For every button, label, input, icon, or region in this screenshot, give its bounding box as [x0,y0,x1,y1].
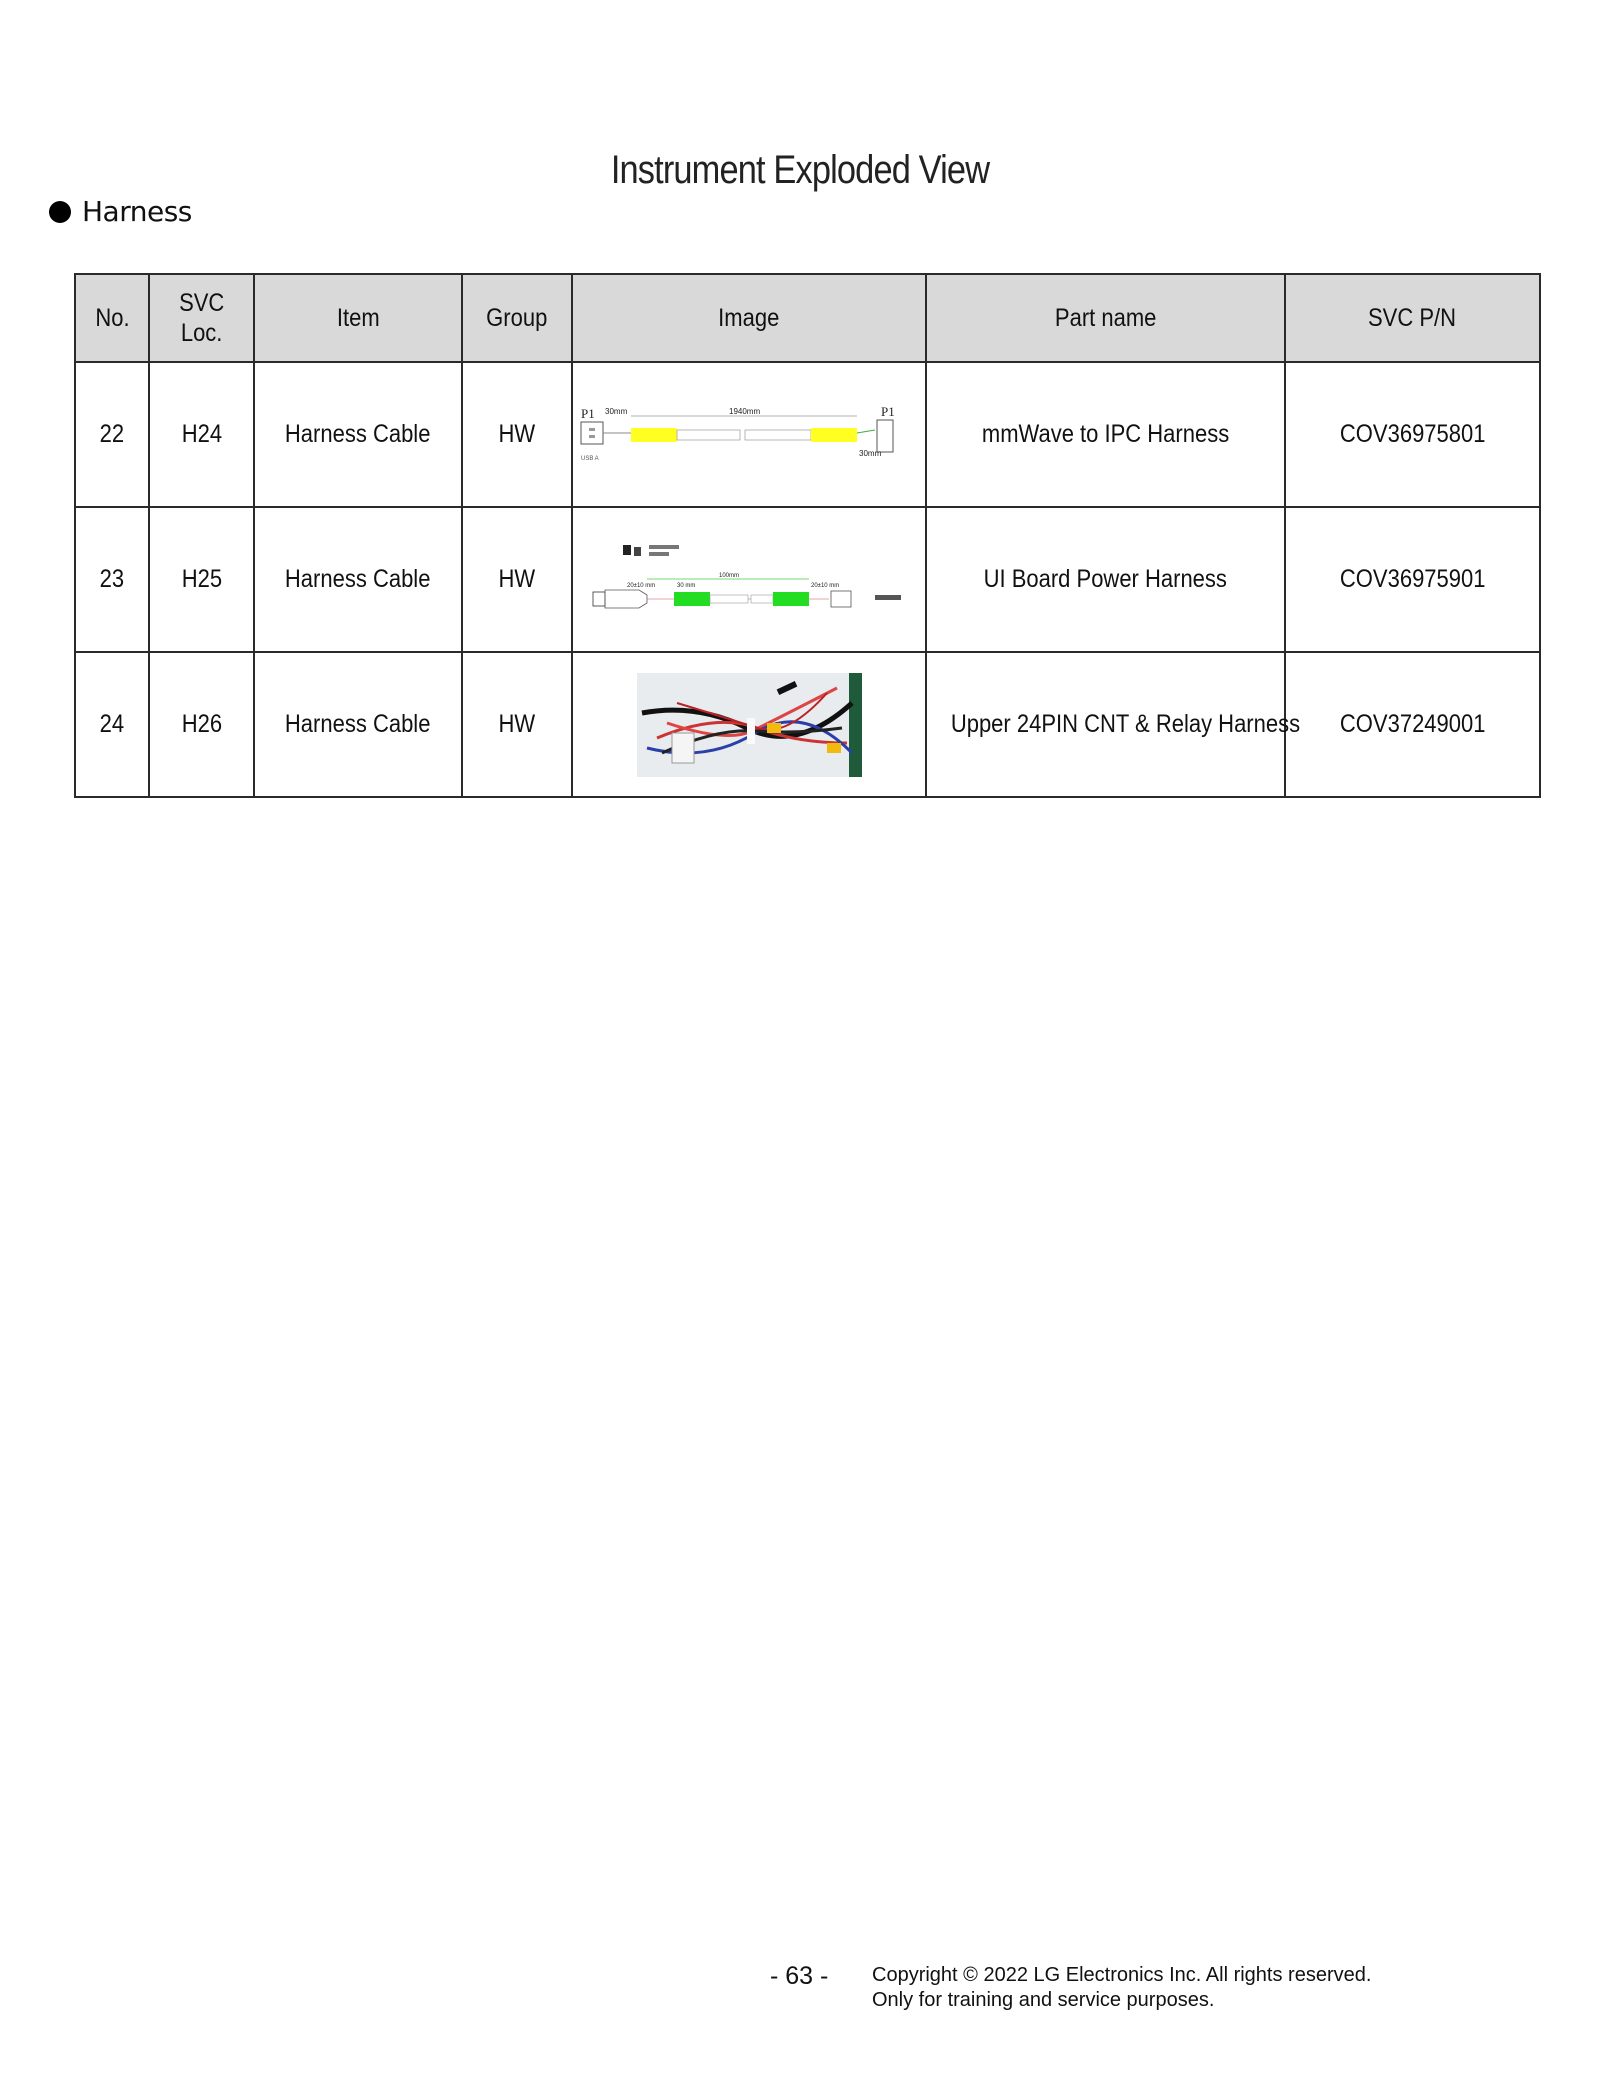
cell-part-name: Upper 24PIN CNT & Relay Harness [926,652,1285,797]
bullet-icon [49,201,71,223]
harness-diagram-image [579,535,919,625]
cell-no: 23 [75,507,149,652]
cell-image [572,362,926,507]
header-svc-loc: SVC Loc. [149,274,254,362]
header-part-name: Part name [926,274,1285,362]
cell-no: 22 [75,362,149,507]
cell-image [572,652,926,797]
svg-text:30 mm: 30 mm [677,582,696,589]
svg-text:1940mm: 1940mm [729,406,761,416]
cell-part-name: mmWave to IPC Harness [926,362,1285,507]
header-item: Item [254,274,462,362]
svg-text:P1: P1 [881,403,895,419]
page-number: - 63 - [770,1962,829,1990]
cell-group: HW [462,652,572,797]
table-row [75,507,1540,652]
header-group: Group [462,274,572,362]
cell-svc-loc: H25 [149,507,254,652]
copyright-notice [872,1963,1371,2013]
cell-svc-loc: H24 [149,362,254,507]
header-svc-pn: SVC P/N [1285,274,1540,362]
svg-text:100mm: 100mm [719,572,740,579]
cell-svc-pn: COV37249001 [1285,652,1540,797]
svg-text:20±10 mm: 20±10 mm [627,582,656,589]
table-row [75,362,1540,507]
cell-svc-pn: COV36975901 [1285,507,1540,652]
cell-image [572,507,926,652]
table-header-row [75,274,1540,362]
usage-note: Only for training and service purposes. [872,1989,1215,2011]
cell-svc-loc: H26 [149,652,254,797]
svg-text:USB A: USB A [581,455,599,462]
header-image: Image [572,274,926,362]
svg-text:30mm: 30mm [859,448,882,458]
page-title: Instrument Exploded View [610,148,990,192]
cell-svc-pn: COV36975801 [1285,362,1540,507]
svg-text:20±10 mm: 20±10 mm [811,582,840,589]
copyright-line: Copyright © 2022 LG Electronics Inc. All rights reserved. [872,1964,1372,1986]
svg-text:P1: P1 [581,405,595,421]
parts-table [74,273,1541,798]
cell-part-name: UI Board Power Harness [926,507,1285,652]
harness-photo-image [637,673,862,777]
cell-item: Harness Cable [254,652,462,797]
table-row [75,652,1540,797]
svg-text:30mm: 30mm [605,406,628,416]
cell-no: 24 [75,652,149,797]
section-heading [49,195,192,228]
cell-item: Harness Cable [254,362,462,507]
header-no: No. [75,274,149,362]
cell-item: Harness Cable [254,507,462,652]
cell-group: HW [462,362,572,507]
cell-group: HW [462,507,572,652]
harness-diagram-image [579,400,919,470]
section-title: Harness [82,195,192,228]
